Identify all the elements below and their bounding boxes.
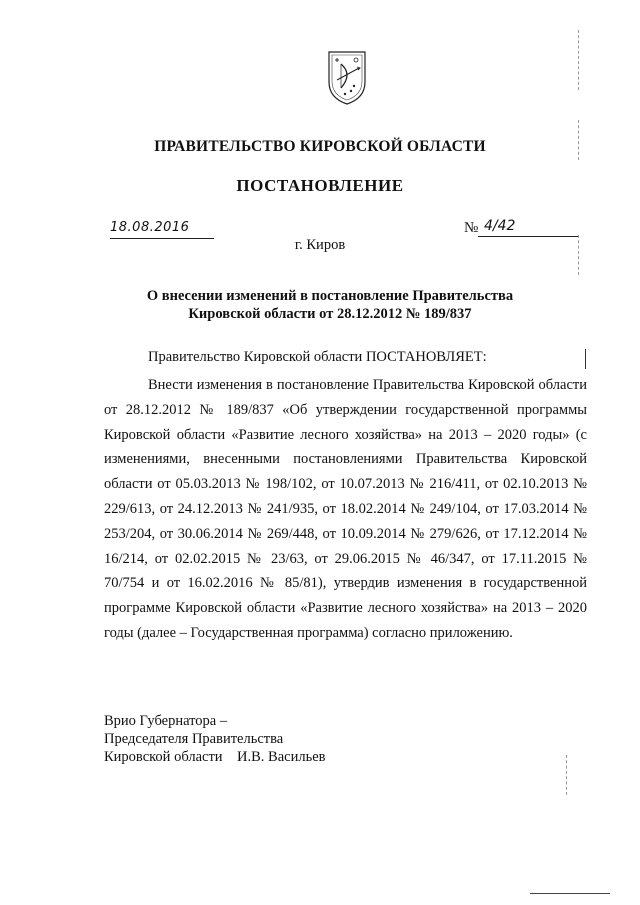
document-title <box>120 287 540 323</box>
signature-name-line: Кировской области И.В. Васильев <box>104 749 326 765</box>
signature-block <box>104 712 326 766</box>
document-date: 18.08.2016 <box>110 220 214 239</box>
text-cursor-mark <box>585 349 586 369</box>
city: г. Киров <box>294 237 346 253</box>
title-line-2: Кировской области от 28.12.2012 № 189/837 <box>188 306 472 322</box>
title-line-1: О внесении изменений в постановление Правительства <box>146 288 514 304</box>
scan-margin-mark <box>578 235 579 275</box>
signature-title-line: Председателя Правительства <box>104 731 284 747</box>
body-paragraph: Внести изменения в постановление Правительства Кировской области от 28.12.2012 № 189/837 «Об утверждении государственной программы Кировской области «Развитие лесного хозяйства» на 2013 – 2020 годы» (с изменениями, внесенными постановлениями Правительства Кировской области от 05.03.2013 № 198/102, от 10.07.2013 № 216/411, от 02.10.2013 № 229/613, от 24.12.2013 № 241/935, от 18.02.2014 № 249/104, от 17.03.2014 № 253/204, от 30.06.2014 № 269/448, от 10.09.2014 № 279/626, от 17.12.2014 № 16/214, от 02.02.2015 № 23/63, от 29.06.2015 № 46/347, от 17.11.2015 № 70/754 и от 16.02.2016 № 85/81), утвердив изменения в государственной программе Кировской области «Развитие лесного хозяйства» на 2013 – 2020 годы (далее – Государственная программа) согласно приложению. <box>104 377 587 641</box>
organization-name: ПРАВИТЕЛЬСТВО КИРОВСКОЙ ОБЛАСТИ <box>154 138 486 155</box>
document-type: ПОСТАНОВЛЕНИЕ <box>236 176 404 195</box>
preamble: Правительство Кировской области ПОСТАНОВЛЯЕТ: <box>148 349 487 365</box>
kirov-coat-of-arms-icon <box>327 50 367 106</box>
scan-margin-mark <box>566 755 567 795</box>
document-number: 4/42 <box>478 218 578 237</box>
scan-margin-mark <box>578 120 579 160</box>
number-label: № <box>464 220 479 236</box>
scan-margin-mark <box>578 30 579 90</box>
footer-rule <box>530 893 610 894</box>
signature-position-line: Врио Губернатора – <box>104 713 228 729</box>
